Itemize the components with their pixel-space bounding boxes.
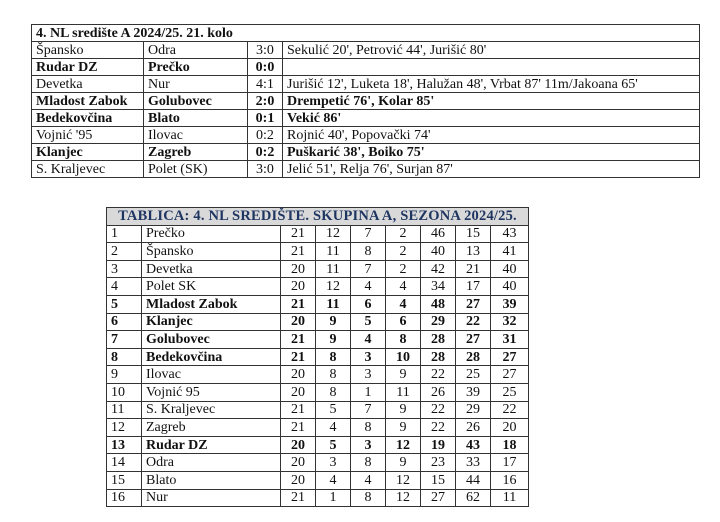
draws: 7 xyxy=(351,401,386,419)
points: 27 xyxy=(491,348,529,366)
played: 20 xyxy=(281,278,316,296)
points: 32 xyxy=(491,313,529,331)
results-table xyxy=(31,24,700,178)
draws: 8 xyxy=(351,419,386,437)
away-team: Golubovec xyxy=(144,93,248,110)
standings-row xyxy=(107,295,529,313)
standings-row xyxy=(107,383,529,401)
losses: 9 xyxy=(386,419,421,437)
losses: 8 xyxy=(386,331,421,349)
away-team: Blato xyxy=(144,110,248,127)
match-score: 0:2 xyxy=(248,144,283,161)
losses: 12 xyxy=(386,471,421,489)
points: 27 xyxy=(491,366,529,384)
match-row xyxy=(32,110,700,127)
losses: 12 xyxy=(386,489,421,507)
goals-against: 22 xyxy=(456,313,491,331)
goal-scorers: Rojnić 40', Popovački 74' xyxy=(283,127,700,144)
match-score: 0:1 xyxy=(248,110,283,127)
standings-row xyxy=(107,225,529,243)
goals-against: 15 xyxy=(456,225,491,243)
wins: 11 xyxy=(316,260,351,278)
goals-for: 22 xyxy=(421,419,456,437)
draws: 6 xyxy=(351,295,386,313)
team-name: Rudar DZ xyxy=(142,436,281,454)
match-row xyxy=(32,59,700,76)
played: 21 xyxy=(281,419,316,437)
losses: 2 xyxy=(386,243,421,261)
goals-for: 27 xyxy=(421,489,456,507)
match-score: 0:0 xyxy=(248,59,283,76)
goals-against: 33 xyxy=(456,454,491,472)
team-name: Odra xyxy=(142,454,281,472)
points: 22 xyxy=(491,401,529,419)
goals-for: 22 xyxy=(421,401,456,419)
losses: 4 xyxy=(386,278,421,296)
wins: 1 xyxy=(316,489,351,507)
goal-scorers: Jelić 51', Relja 76', Surjan 87' xyxy=(283,161,700,178)
match-row xyxy=(32,161,700,178)
goals-against: 25 xyxy=(456,366,491,384)
draws: 4 xyxy=(351,471,386,489)
goals-for: 40 xyxy=(421,243,456,261)
losses: 11 xyxy=(386,383,421,401)
standings-row xyxy=(107,331,529,349)
wins: 8 xyxy=(316,348,351,366)
losses: 12 xyxy=(386,436,421,454)
goals-against: 27 xyxy=(456,331,491,349)
position: 5 xyxy=(107,295,142,313)
points: 39 xyxy=(491,295,529,313)
goals-for: 34 xyxy=(421,278,456,296)
goals-for: 26 xyxy=(421,383,456,401)
standings-row xyxy=(107,243,529,261)
draws: 3 xyxy=(351,348,386,366)
team-name: Špansko xyxy=(142,243,281,261)
team-name: Prečko xyxy=(142,225,281,243)
home-team: Bedekovčina xyxy=(32,110,144,127)
team-name: Polet SK xyxy=(142,278,281,296)
played: 21 xyxy=(281,401,316,419)
team-name: Mladost Zabok xyxy=(142,295,281,313)
points: 16 xyxy=(491,471,529,489)
goal-scorers: Puškarić 38', Boiko 75' xyxy=(283,144,700,161)
away-team: Polet (SK) xyxy=(144,161,248,178)
goals-against: 62 xyxy=(456,489,491,507)
standings-row xyxy=(107,278,529,296)
away-team: Zagreb xyxy=(144,144,248,161)
played: 20 xyxy=(281,313,316,331)
played: 21 xyxy=(281,243,316,261)
goals-for: 48 xyxy=(421,295,456,313)
losses: 6 xyxy=(386,313,421,331)
goal-scorers: Vekić 86' xyxy=(283,110,700,127)
away-team: Prečko xyxy=(144,59,248,76)
home-team: Devetka xyxy=(32,76,144,93)
match-row xyxy=(32,144,700,161)
home-team: Špansko xyxy=(32,42,144,59)
position: 13 xyxy=(107,436,142,454)
position: 12 xyxy=(107,419,142,437)
points: 31 xyxy=(491,331,529,349)
wins: 3 xyxy=(316,454,351,472)
standings-row xyxy=(107,436,529,454)
team-name: Bedekovčina xyxy=(142,348,281,366)
goals-against: 27 xyxy=(456,295,491,313)
away-team: Nur xyxy=(144,76,248,93)
match-row xyxy=(32,127,700,144)
position: 6 xyxy=(107,313,142,331)
home-team: Rudar DZ xyxy=(32,59,144,76)
draws: 4 xyxy=(351,331,386,349)
wins: 5 xyxy=(316,401,351,419)
position: 10 xyxy=(107,383,142,401)
goals-against: 13 xyxy=(456,243,491,261)
goals-against: 26 xyxy=(456,419,491,437)
goals-against: 21 xyxy=(456,260,491,278)
match-row xyxy=(32,42,700,59)
position: 9 xyxy=(107,366,142,384)
standings-row xyxy=(107,454,529,472)
losses: 2 xyxy=(386,260,421,278)
position: 16 xyxy=(107,489,142,507)
wins: 12 xyxy=(316,278,351,296)
played: 21 xyxy=(281,348,316,366)
goals-against: 28 xyxy=(456,348,491,366)
home-team: S. Kraljevec xyxy=(32,161,144,178)
away-team: Ilovac xyxy=(144,127,248,144)
match-row xyxy=(32,76,700,93)
team-name: Vojnić 95 xyxy=(142,383,281,401)
played: 21 xyxy=(281,331,316,349)
draws: 1 xyxy=(351,383,386,401)
played: 21 xyxy=(281,295,316,313)
team-name: Blato xyxy=(142,471,281,489)
points: 43 xyxy=(491,225,529,243)
draws: 7 xyxy=(351,260,386,278)
match-score: 3:0 xyxy=(248,161,283,178)
team-name: Devetka xyxy=(142,260,281,278)
losses: 10 xyxy=(386,348,421,366)
draws: 8 xyxy=(351,454,386,472)
position: 11 xyxy=(107,401,142,419)
goals-for: 28 xyxy=(421,348,456,366)
goal-scorers: Jurišić 12', Luketa 18', Halužan 48', Vrbat 87' 11m/Jakoana 65' xyxy=(283,76,700,93)
goal-scorers xyxy=(283,59,700,76)
match-score: 0:2 xyxy=(248,127,283,144)
position: 15 xyxy=(107,471,142,489)
goals-for: 29 xyxy=(421,313,456,331)
played: 20 xyxy=(281,260,316,278)
standings-table xyxy=(106,207,529,507)
played: 20 xyxy=(281,454,316,472)
team-name: S. Kraljevec xyxy=(142,401,281,419)
draws: 4 xyxy=(351,278,386,296)
points: 40 xyxy=(491,260,529,278)
standings-row xyxy=(107,260,529,278)
goals-against: 29 xyxy=(456,401,491,419)
standings-row xyxy=(107,471,529,489)
standings-row xyxy=(107,401,529,419)
wins: 11 xyxy=(316,243,351,261)
wins: 11 xyxy=(316,295,351,313)
team-name: Golubovec xyxy=(142,331,281,349)
team-name: Ilovac xyxy=(142,366,281,384)
points: 41 xyxy=(491,243,529,261)
away-team: Odra xyxy=(144,42,248,59)
goals-for: 23 xyxy=(421,454,456,472)
points: 20 xyxy=(491,419,529,437)
goals-against: 44 xyxy=(456,471,491,489)
played: 20 xyxy=(281,383,316,401)
home-team: Klanjec xyxy=(32,144,144,161)
standings-header-row xyxy=(107,208,529,226)
goals-for: 19 xyxy=(421,436,456,454)
wins: 4 xyxy=(316,419,351,437)
draws: 5 xyxy=(351,313,386,331)
team-name: Zagreb xyxy=(142,419,281,437)
position: 8 xyxy=(107,348,142,366)
losses: 4 xyxy=(386,295,421,313)
standings-row xyxy=(107,366,529,384)
wins: 9 xyxy=(316,313,351,331)
standings-row xyxy=(107,489,529,507)
position: 3 xyxy=(107,260,142,278)
played: 21 xyxy=(281,489,316,507)
results-title: 4. NL središte A 2024/25. 21. kolo xyxy=(32,25,700,42)
goals-for: 28 xyxy=(421,331,456,349)
losses: 9 xyxy=(386,366,421,384)
points: 11 xyxy=(491,489,529,507)
points: 18 xyxy=(491,436,529,454)
position: 4 xyxy=(107,278,142,296)
points: 17 xyxy=(491,454,529,472)
played: 20 xyxy=(281,471,316,489)
draws: 3 xyxy=(351,436,386,454)
wins: 8 xyxy=(316,366,351,384)
match-score: 2:0 xyxy=(248,93,283,110)
draws: 3 xyxy=(351,366,386,384)
played: 20 xyxy=(281,366,316,384)
played: 21 xyxy=(281,225,316,243)
goals-for: 22 xyxy=(421,366,456,384)
goals-against: 39 xyxy=(456,383,491,401)
wins: 5 xyxy=(316,436,351,454)
standings-row xyxy=(107,419,529,437)
standings-row xyxy=(107,348,529,366)
goal-scorers: Sekulić 20', Petrović 44', Jurišić 80' xyxy=(283,42,700,59)
results-title-row xyxy=(32,25,700,42)
home-team: Vojnić '95 xyxy=(32,127,144,144)
wins: 12 xyxy=(316,225,351,243)
standings-row xyxy=(107,313,529,331)
match-score: 3:0 xyxy=(248,42,283,59)
points: 25 xyxy=(491,383,529,401)
draws: 8 xyxy=(351,243,386,261)
team-name: Klanjec xyxy=(142,313,281,331)
draws: 8 xyxy=(351,489,386,507)
home-team: Mladost Zabok xyxy=(32,93,144,110)
played: 20 xyxy=(281,436,316,454)
standings-title: TABLICA: 4. NL SREDIŠTE. SKUPINA A, SEZONA 2024/25. xyxy=(107,208,529,226)
losses: 2 xyxy=(386,225,421,243)
match-row xyxy=(32,93,700,110)
match-score: 4:1 xyxy=(248,76,283,93)
wins: 8 xyxy=(316,383,351,401)
goal-scorers: Drempetić 76', Kolar 85' xyxy=(283,93,700,110)
team-name: Nur xyxy=(142,489,281,507)
goals-against: 17 xyxy=(456,278,491,296)
position: 1 xyxy=(107,225,142,243)
wins: 9 xyxy=(316,331,351,349)
goals-against: 43 xyxy=(456,436,491,454)
position: 7 xyxy=(107,331,142,349)
points: 40 xyxy=(491,278,529,296)
position: 2 xyxy=(107,243,142,261)
draws: 7 xyxy=(351,225,386,243)
goals-for: 42 xyxy=(421,260,456,278)
position: 14 xyxy=(107,454,142,472)
losses: 9 xyxy=(386,454,421,472)
goals-for: 46 xyxy=(421,225,456,243)
losses: 9 xyxy=(386,401,421,419)
wins: 4 xyxy=(316,471,351,489)
goals-for: 15 xyxy=(421,471,456,489)
